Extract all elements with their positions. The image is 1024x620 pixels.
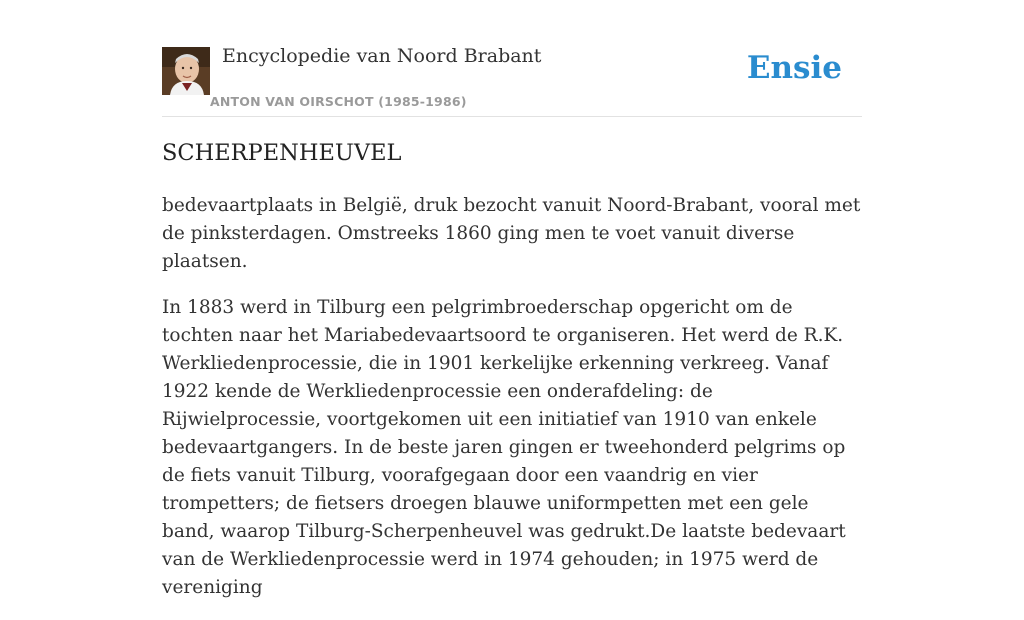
article-body bbox=[162, 192, 862, 620]
author-name[interactable]: ANTON VAN OIRSCHOT (1985-1986) bbox=[210, 94, 467, 109]
avatar[interactable] bbox=[162, 47, 210, 95]
article-title: SCHERPENHEUVEL bbox=[162, 140, 402, 166]
header bbox=[162, 40, 862, 117]
article-paragraph: In 1883 werd in Tilburg een pelgrimbroederschap opgericht om de tochten naar het Mariabedevaartsoord te organiseren. Het werd de R.K. Werkliedenprocessie, die in 1901 kerkelijke erkenning verkreeg. Vanaf 1922 kende de Werkliedenprocessie een onderafdeling: de Rijwielprocessie, voortgekomen uit een initiatief van 1910 van enkele bedevaartgangers. In de beste jaren gingen er tweehonderd pelgrims op de fiets vanuit Tilburg, voorafgegaan door een vaandrig en vier trompetters; de fietsers droegen blauwe uniformpetten met een gele band, waarop Tilburg-Scherpenheuvel was gedrukt.De laatste bedevaart van de Werkliedenprocessie werd in 1974 gehouden; in 1975 werd de vereniging bbox=[162, 297, 846, 598]
encyclopedia-title[interactable]: Encyclopedie van Noord Brabant bbox=[222, 45, 542, 67]
author-portrait-icon bbox=[162, 47, 210, 95]
article-paragraph: bedevaartplaats in België, druk bezocht vanuit Noord-Brabant, vooral met de pinksterdagen. Omstreeks 1860 ging men te voet vanuit diverse plaatsen. bbox=[162, 195, 861, 272]
ensie-logo[interactable]: Ensie bbox=[746, 50, 842, 86]
